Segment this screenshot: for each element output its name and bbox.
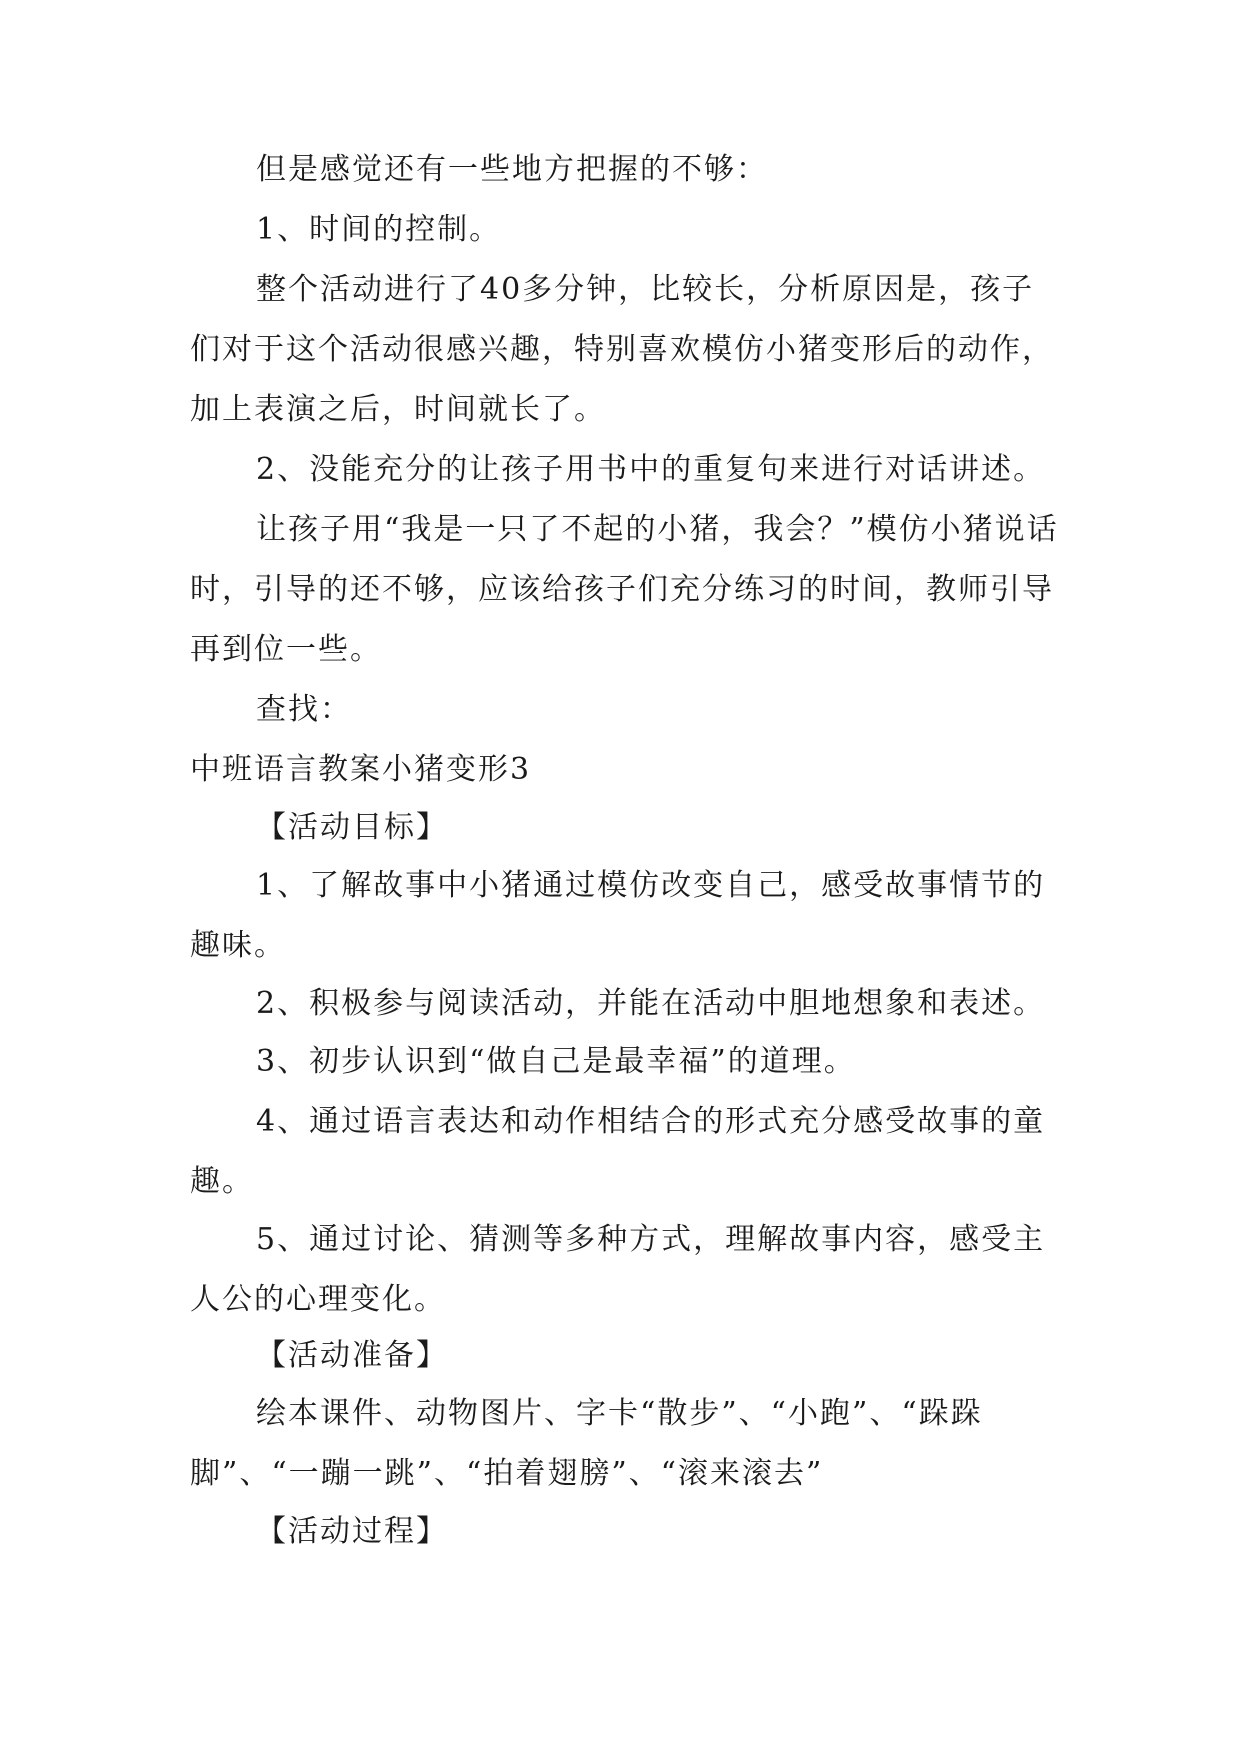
paragraph-search: 查找： xyxy=(256,692,352,727)
paragraph-time-analysis: 整个活动进行了40多分钟，比较长，分析原因是，孩子们对于这个活动很感兴趣，特别喜欢模仿小猪变形后的动作，加上表演之后，时间就长了。 xyxy=(190,272,1054,427)
heading-process: 【活动过程】 xyxy=(256,1514,448,1549)
section-title: 中班语言教案小猪变形3 xyxy=(190,752,532,787)
goal-2: 2、积极参与阅读活动，并能在活动中胆地想象和表述。 xyxy=(256,986,1046,1021)
heading-goals: 【活动目标】 xyxy=(256,810,448,845)
goal-3: 3、初步认识到“做自己是最幸福”的道理。 xyxy=(256,1044,856,1079)
paragraph-item-1: 1、时间的控制。 xyxy=(256,212,502,247)
heading-preparation: 【活动准备】 xyxy=(256,1338,448,1373)
paragraph-intro: 但是感觉还有一些地方把握的不够： xyxy=(256,152,768,187)
goal-1: 1、了解故事中小猪通过模仿改变自己，感受故事情节的趣味。 xyxy=(190,868,1046,963)
goal-5: 5、通过讨论、猜测等多种方式，理解故事内容，感受主人公的心理变化。 xyxy=(190,1222,1046,1317)
paragraph-dialogue-note: 让孩子用“我是一只了不起的小猪，我会？”模仿小猪说话时，引导的还不够，应该给孩子们充分练习的时间，教师引导再到位一些。 xyxy=(190,512,1059,667)
preparation-list: 绘本课件、动物图片、字卡“散步”、“小跑”、“跺跺脚”、“一蹦一跳”、“拍着翅膀”、“滚来滚去” xyxy=(190,1396,983,1491)
goal-4: 4、通过语言表达和动作相结合的形式充分感受故事的童趣。 xyxy=(190,1104,1046,1199)
paragraph-item-2: 2、没能充分的让孩子用书中的重复句来进行对话讲述。 xyxy=(256,452,1046,487)
